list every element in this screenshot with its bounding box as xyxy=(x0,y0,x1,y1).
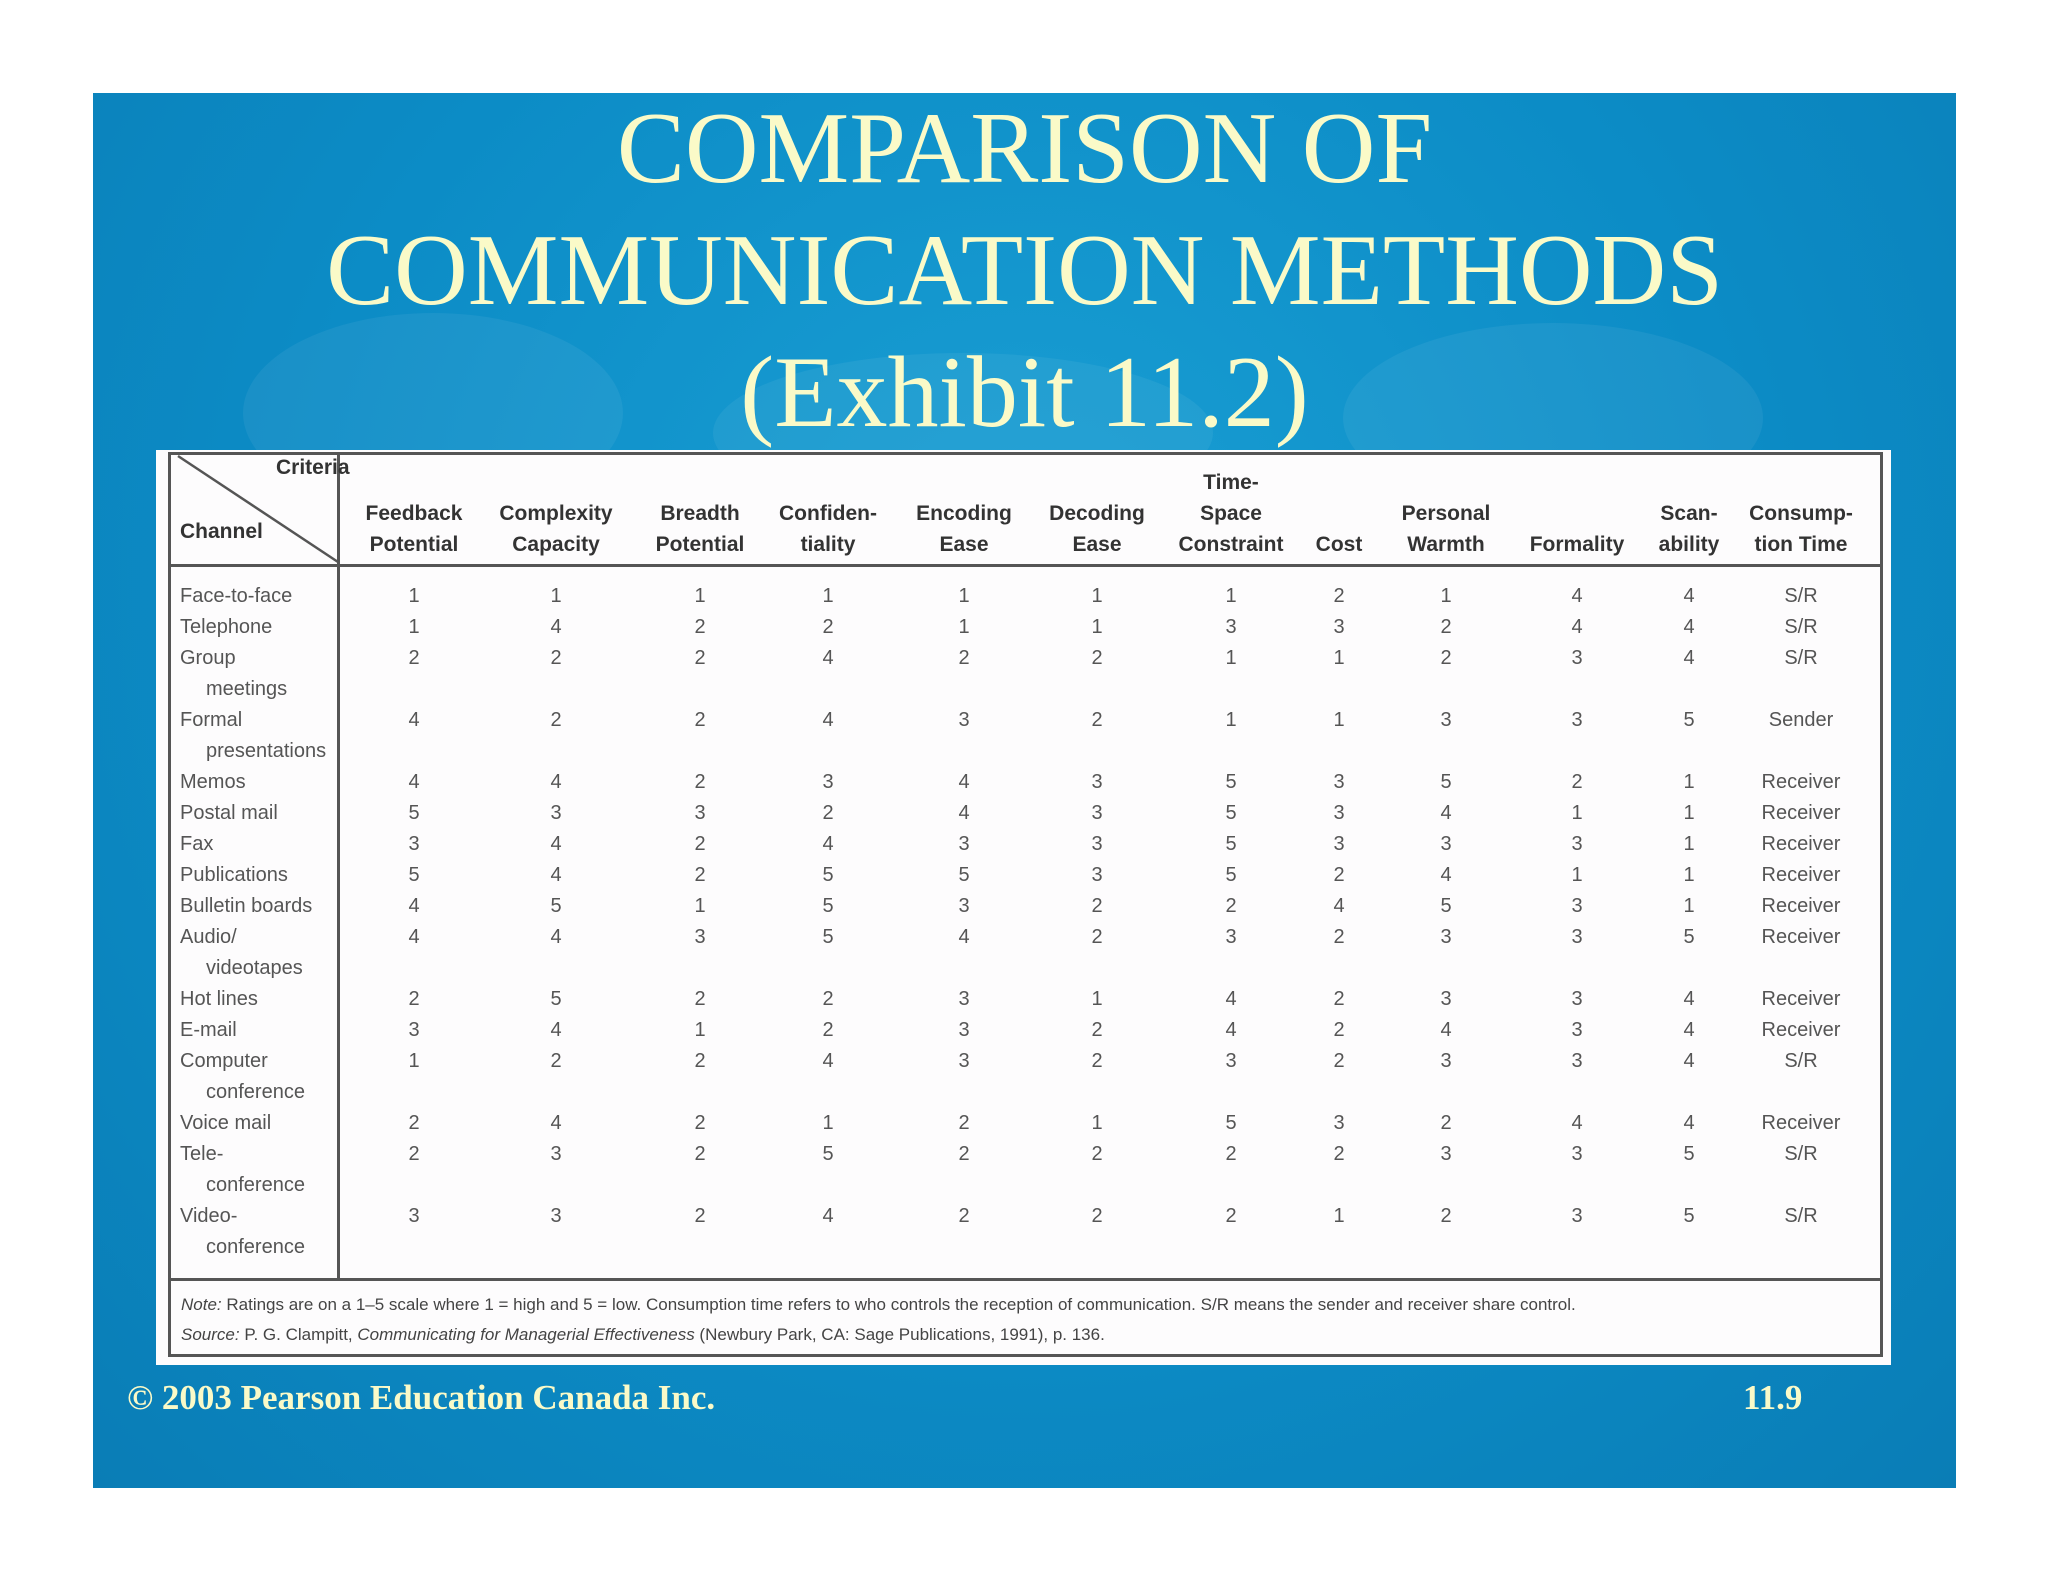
table-cell: 2 xyxy=(1440,1205,1452,1227)
table-cell: 3 xyxy=(958,895,970,917)
table-cell: 2 xyxy=(408,1143,420,1165)
table-cell: 4 xyxy=(550,864,562,886)
table-cell: 4 xyxy=(1683,1112,1695,1134)
table-cell: 3 xyxy=(1571,1205,1583,1227)
table-cell: 1 xyxy=(408,1050,420,1072)
table-cell: Sender xyxy=(1768,709,1834,731)
column-header-line: Formality xyxy=(1529,533,1625,556)
table-cell: 3 xyxy=(1571,926,1583,948)
table-cell: 3 xyxy=(1571,709,1583,731)
channel-name-line: videotapes xyxy=(206,957,303,979)
column-header-line: ability xyxy=(1658,533,1720,556)
channel-name-line: Publications xyxy=(180,864,288,886)
table-cell: 3 xyxy=(1440,709,1452,731)
table-cell: 1 xyxy=(1225,709,1237,731)
table-cell: 1 xyxy=(1683,802,1695,824)
table-cell: 3 xyxy=(550,802,562,824)
table-cell: 2 xyxy=(694,864,706,886)
table-cell: 4 xyxy=(822,1205,834,1227)
channel-name xyxy=(180,1015,237,1046)
table-cell: 3 xyxy=(1091,802,1103,824)
title-line-3: (Exhibit 11.2) xyxy=(740,336,1309,449)
table-cell: 4 xyxy=(550,833,562,855)
table-cell: 5 xyxy=(1440,895,1452,917)
column-header xyxy=(1391,450,1501,560)
table-cell: 1 xyxy=(1571,802,1583,824)
channel-name-line: conference xyxy=(206,1081,305,1103)
table-cell: 5 xyxy=(550,895,562,917)
table-cell: S/R xyxy=(1784,585,1818,607)
channel-name xyxy=(180,612,272,643)
table-cell: 2 xyxy=(822,802,834,824)
table-cell: 2 xyxy=(1440,647,1452,669)
table-cell: 4 xyxy=(1683,1019,1695,1041)
table-cell: 1 xyxy=(1683,833,1695,855)
channel-name xyxy=(180,922,303,984)
copyright: © 2003 Pearson Education Canada Inc. xyxy=(127,1378,716,1417)
table-cell: 1 xyxy=(1333,647,1345,669)
source-rest: (Newbury Park, CA: Sage Publications, 1991), p. 136. xyxy=(694,1325,1105,1344)
channel-name-line: Hot lines xyxy=(180,988,258,1010)
channel-name-line: conference xyxy=(206,1174,305,1196)
channel-name xyxy=(180,891,312,922)
table-cell: 3 xyxy=(958,988,970,1010)
channel-name xyxy=(180,1201,305,1263)
table-cell: 4 xyxy=(1683,647,1695,669)
channel-name xyxy=(180,767,246,798)
table-cell: 5 xyxy=(1225,1112,1237,1134)
table-cell: 2 xyxy=(550,647,562,669)
table-cell: 3 xyxy=(1333,616,1345,638)
table-cell: 3 xyxy=(1333,833,1345,855)
channel-name-line: E-mail xyxy=(180,1019,237,1041)
column-header-line: Confiden- xyxy=(779,502,877,525)
table-cell: 2 xyxy=(694,771,706,793)
table-cell: 5 xyxy=(822,926,834,948)
table-cell: 3 xyxy=(1440,1050,1452,1072)
table-cell: 1 xyxy=(1225,647,1237,669)
table-cell: 5 xyxy=(1683,926,1695,948)
column-header xyxy=(1741,450,1861,560)
column-header-line: Feedback xyxy=(365,502,463,525)
table-cell: 4 xyxy=(408,771,420,793)
channel-name-line: Formal xyxy=(180,709,243,731)
table-cell: 2 xyxy=(1091,647,1103,669)
channel-name xyxy=(180,581,292,612)
table-cell: 1 xyxy=(1091,1112,1103,1134)
table-cell: 2 xyxy=(694,1143,706,1165)
channel-name-line: Fax xyxy=(180,833,214,855)
channel-name-line: meetings xyxy=(206,678,288,700)
table-cell: 2 xyxy=(958,647,970,669)
note-divider xyxy=(168,1278,1883,1281)
channel-name-line: Audio/ xyxy=(180,926,237,948)
column-header-line: Consump- xyxy=(1749,502,1853,525)
table-note xyxy=(181,1290,1576,1350)
table-cell: 5 xyxy=(1683,1143,1695,1165)
table-cell: Receiver xyxy=(1761,833,1841,855)
channel-name-line: Voice mail xyxy=(180,1112,272,1134)
channel-name-line: presentations xyxy=(206,740,327,762)
table-cell: 3 xyxy=(1571,988,1583,1010)
table-cell: 4 xyxy=(550,1019,562,1041)
table-cell: 5 xyxy=(1225,833,1237,855)
table-cell: 1 xyxy=(694,585,706,607)
header-divider xyxy=(168,564,1883,567)
table-cell: 2 xyxy=(1091,1050,1103,1072)
table-cell: Receiver xyxy=(1761,926,1841,948)
column-header-line: Scan- xyxy=(1660,502,1718,525)
column-header-line: Complexity xyxy=(499,502,613,525)
table-cell: 2 xyxy=(958,1112,970,1134)
table-cell: 4 xyxy=(1571,1112,1583,1134)
table-cell: 4 xyxy=(1683,585,1695,607)
table-cell: 1 xyxy=(1683,864,1695,886)
table-cell: 4 xyxy=(822,833,834,855)
table-cell: 4 xyxy=(822,1050,834,1072)
table-cell: 3 xyxy=(1440,1143,1452,1165)
channel-name-line: Computer xyxy=(180,1050,268,1072)
table-cell: 3 xyxy=(1333,771,1345,793)
column-header-line: tiality xyxy=(800,533,856,556)
table-cell: 3 xyxy=(822,771,834,793)
table-cell: 5 xyxy=(822,864,834,886)
table-cell: 3 xyxy=(958,833,970,855)
table-cell: 2 xyxy=(822,1019,834,1041)
table-cell: 4 xyxy=(550,616,562,638)
channel-name xyxy=(180,1108,271,1139)
channel-column-divider xyxy=(337,452,340,1281)
table-cell: Receiver xyxy=(1761,1019,1841,1041)
table-cell: 1 xyxy=(822,1112,834,1134)
table-cell: 3 xyxy=(1440,988,1452,1010)
table-cell: 4 xyxy=(1683,616,1695,638)
column-header xyxy=(1042,450,1152,560)
table-cell: 2 xyxy=(1091,926,1103,948)
table-cell: 2 xyxy=(1440,1112,1452,1134)
table-cell: 1 xyxy=(1333,709,1345,731)
table-cell: 3 xyxy=(1225,616,1237,638)
table-cell: 1 xyxy=(822,585,834,607)
channel-name xyxy=(180,1046,305,1108)
table-cell: 3 xyxy=(958,709,970,731)
table-cell: 5 xyxy=(1225,802,1237,824)
table-cell: 4 xyxy=(1440,802,1452,824)
column-header-line: Time- xyxy=(1203,471,1259,494)
table-cell: 2 xyxy=(1091,1143,1103,1165)
table-cell: 4 xyxy=(550,1112,562,1134)
slide-number: 11.9 xyxy=(1743,1378,1803,1417)
channel-label: Channel xyxy=(180,520,263,543)
channel-name xyxy=(180,1139,305,1201)
table-cell: 2 xyxy=(822,988,834,1010)
table-cell: 1 xyxy=(1225,585,1237,607)
column-header-line: Potential xyxy=(369,533,459,556)
table-cell: 2 xyxy=(408,988,420,1010)
column-header xyxy=(1309,450,1369,560)
table-cell: 3 xyxy=(958,1050,970,1072)
column-header xyxy=(491,450,621,560)
table-cell: S/R xyxy=(1784,647,1818,669)
table-cell: 5 xyxy=(408,802,420,824)
column-header-line: tion Time xyxy=(1754,533,1848,556)
table-cell: 3 xyxy=(694,802,706,824)
table-cell: 2 xyxy=(694,988,706,1010)
channel-name-line: Tele- xyxy=(180,1143,224,1165)
table-cell: 3 xyxy=(1571,833,1583,855)
table-cell: 2 xyxy=(822,616,834,638)
table-cell: Receiver xyxy=(1761,802,1841,824)
table-cell: 2 xyxy=(1333,1050,1345,1072)
table-cell: 2 xyxy=(1091,1205,1103,1227)
table-cell: 1 xyxy=(1683,771,1695,793)
column-header xyxy=(359,450,469,560)
column-header xyxy=(1649,450,1729,560)
column-header xyxy=(645,450,755,560)
table-cell: 2 xyxy=(694,647,706,669)
table-cell: 4 xyxy=(408,895,420,917)
column-header-line: Personal xyxy=(1401,502,1491,525)
table-cell: 5 xyxy=(1225,771,1237,793)
table-cell: 4 xyxy=(550,771,562,793)
channel-name-line: conference xyxy=(206,1236,305,1258)
table-cell: 3 xyxy=(1440,926,1452,948)
table-cell: 3 xyxy=(1571,1019,1583,1041)
table-cell: Receiver xyxy=(1761,988,1841,1010)
table-cell: 2 xyxy=(694,1112,706,1134)
channel-name xyxy=(180,984,258,1015)
table-cell: 1 xyxy=(1091,585,1103,607)
table-cell: 3 xyxy=(1333,802,1345,824)
source-author: P. G. Clampitt, xyxy=(239,1325,358,1344)
table-cell: 3 xyxy=(550,1143,562,1165)
table-cell: 1 xyxy=(408,585,420,607)
table-cell: 5 xyxy=(550,988,562,1010)
table-cell: 4 xyxy=(1225,988,1237,1010)
table-cell: 4 xyxy=(550,926,562,948)
channel-name-line: Memos xyxy=(180,771,246,793)
table-cell: 2 xyxy=(1225,1205,1237,1227)
table-cell: Receiver xyxy=(1761,864,1841,886)
table-cell: 2 xyxy=(1333,1143,1345,1165)
table-cell: 3 xyxy=(408,1205,420,1227)
table-cell: 3 xyxy=(1571,647,1583,669)
column-header-line: Ease xyxy=(939,533,989,556)
table-cell: 1 xyxy=(958,616,970,638)
table-cell: 4 xyxy=(1683,1050,1695,1072)
table-cell: 3 xyxy=(408,833,420,855)
table-cell: 5 xyxy=(408,864,420,886)
table-cell: 2 xyxy=(1333,1019,1345,1041)
table-cell: Receiver xyxy=(1761,771,1841,793)
table-cell: 3 xyxy=(1225,926,1237,948)
column-header xyxy=(909,450,1019,560)
table-cell: 4 xyxy=(1440,1019,1452,1041)
channel-name-line: Video- xyxy=(180,1205,238,1227)
channel-name-line: Postal mail xyxy=(180,802,278,824)
table-cell: 3 xyxy=(408,1019,420,1041)
table-cell: 3 xyxy=(1571,1143,1583,1165)
table-cell: 2 xyxy=(1333,864,1345,886)
channel-name xyxy=(180,829,213,860)
column-header-line: Cost xyxy=(1315,533,1363,556)
table-cell: S/R xyxy=(1784,1050,1818,1072)
column-header-line: Constraint xyxy=(1178,533,1284,556)
note-label: Note: xyxy=(181,1295,222,1314)
table-cell: 3 xyxy=(550,1205,562,1227)
channel-name-line: Telephone xyxy=(180,616,273,638)
title-line-2: COMMUNICATION METHODS xyxy=(326,214,1723,327)
table-cell: 2 xyxy=(1333,926,1345,948)
table-cell: 1 xyxy=(1091,988,1103,1010)
table-cell: 3 xyxy=(694,926,706,948)
table-cell: 4 xyxy=(1571,616,1583,638)
column-header-line: Capacity xyxy=(512,533,600,556)
column-header-line: Warmth xyxy=(1407,533,1485,556)
table-cell: 1 xyxy=(550,585,562,607)
table-cell: 4 xyxy=(1440,864,1452,886)
table-cell: 1 xyxy=(408,616,420,638)
column-header-line: Breadth xyxy=(660,502,740,525)
table-cell: 4 xyxy=(822,647,834,669)
table-cell: 2 xyxy=(958,1143,970,1165)
table-cell: 2 xyxy=(1091,709,1103,731)
table-cell: Receiver xyxy=(1761,895,1841,917)
table-cell: S/R xyxy=(1784,616,1818,638)
table-cell: 3 xyxy=(1091,771,1103,793)
column-header-line: Encoding xyxy=(916,502,1012,525)
table-cell: 5 xyxy=(822,895,834,917)
table-cell: 4 xyxy=(958,771,970,793)
title-line-1: COMPARISON OF xyxy=(616,93,1433,205)
table-cell: 4 xyxy=(1683,988,1695,1010)
column-header-line: Space xyxy=(1200,502,1262,525)
column-header-line: Potential xyxy=(655,533,745,556)
table-cell: 2 xyxy=(550,1050,562,1072)
table-cell: 1 xyxy=(958,585,970,607)
table-cell: 5 xyxy=(1225,864,1237,886)
channel-name xyxy=(180,705,326,767)
column-header xyxy=(1522,450,1632,560)
table-cell: 2 xyxy=(1225,1143,1237,1165)
table-cell: 1 xyxy=(1683,895,1695,917)
table-cell: 3 xyxy=(1091,864,1103,886)
table-cell: 3 xyxy=(1440,833,1452,855)
table-cell: 4 xyxy=(408,709,420,731)
table-cell: 4 xyxy=(1571,585,1583,607)
slide-title xyxy=(93,93,1956,454)
table-cell: 5 xyxy=(958,864,970,886)
table-cell: 4 xyxy=(408,926,420,948)
table-cell: Receiver xyxy=(1761,1112,1841,1134)
table-cell: 3 xyxy=(1333,1112,1345,1134)
table-cell: 5 xyxy=(1683,709,1695,731)
table-cell: 1 xyxy=(694,895,706,917)
table-cell: 2 xyxy=(694,616,706,638)
criteria-label: Criteria xyxy=(276,456,350,479)
table-cell: 2 xyxy=(1571,771,1583,793)
source-label: Source: xyxy=(181,1325,240,1344)
table-cell: 2 xyxy=(1225,895,1237,917)
table-cell: 4 xyxy=(958,926,970,948)
table-cell: S/R xyxy=(1784,1143,1818,1165)
table-cell: 2 xyxy=(550,709,562,731)
table-cell: 5 xyxy=(1683,1205,1695,1227)
table-cell: 1 xyxy=(1440,585,1452,607)
table-cell: 3 xyxy=(1091,833,1103,855)
table-cell: 3 xyxy=(1225,1050,1237,1072)
table-cell: 4 xyxy=(822,709,834,731)
table-cell: 2 xyxy=(694,709,706,731)
table-cell: 4 xyxy=(1333,895,1345,917)
table-cell: 2 xyxy=(694,1205,706,1227)
table-cell: 2 xyxy=(1091,895,1103,917)
table-cell: 3 xyxy=(1571,1050,1583,1072)
table-cell: 2 xyxy=(958,1205,970,1227)
column-header xyxy=(1171,450,1291,560)
table-cell: 2 xyxy=(1440,616,1452,638)
column-header xyxy=(773,450,883,560)
table-cell: 2 xyxy=(1333,988,1345,1010)
table-cell: 2 xyxy=(694,1050,706,1072)
note-text: Ratings are on a 1–5 scale where 1 = high and 5 = low. Consumption time refers to who controls the reception of communication. S/R means the sender and receiver share control. xyxy=(221,1295,1576,1314)
table-cell: 1 xyxy=(1091,616,1103,638)
channel-name xyxy=(180,643,287,705)
table-cell: 1 xyxy=(1571,864,1583,886)
table-cell: 5 xyxy=(1440,771,1452,793)
slide xyxy=(93,93,1956,1488)
column-header-line: Decoding xyxy=(1049,502,1145,525)
table-cell: 1 xyxy=(1333,1205,1345,1227)
table-cell: 2 xyxy=(694,833,706,855)
source-book: Communicating for Managerial Effectiveness xyxy=(357,1325,695,1344)
channel-name xyxy=(180,860,288,891)
channel-name-line: Group xyxy=(180,647,236,669)
table-cell: S/R xyxy=(1784,1205,1818,1227)
table-cell: 2 xyxy=(408,1112,420,1134)
table-cell: 2 xyxy=(408,647,420,669)
comparison-table xyxy=(156,450,1891,1365)
table-cell: 2 xyxy=(1091,1019,1103,1041)
table-cell: 3 xyxy=(958,1019,970,1041)
column-header-line: Ease xyxy=(1072,533,1122,556)
table-cell: 1 xyxy=(694,1019,706,1041)
table-cell: 2 xyxy=(1333,585,1345,607)
table-cell: 4 xyxy=(1225,1019,1237,1041)
table-cell: 4 xyxy=(958,802,970,824)
channel-name xyxy=(180,798,278,829)
channel-name-line: Bulletin boards xyxy=(180,895,313,917)
table-cell: 3 xyxy=(1571,895,1583,917)
table-cell: 5 xyxy=(822,1143,834,1165)
channel-name-line: Face-to-face xyxy=(180,585,293,607)
